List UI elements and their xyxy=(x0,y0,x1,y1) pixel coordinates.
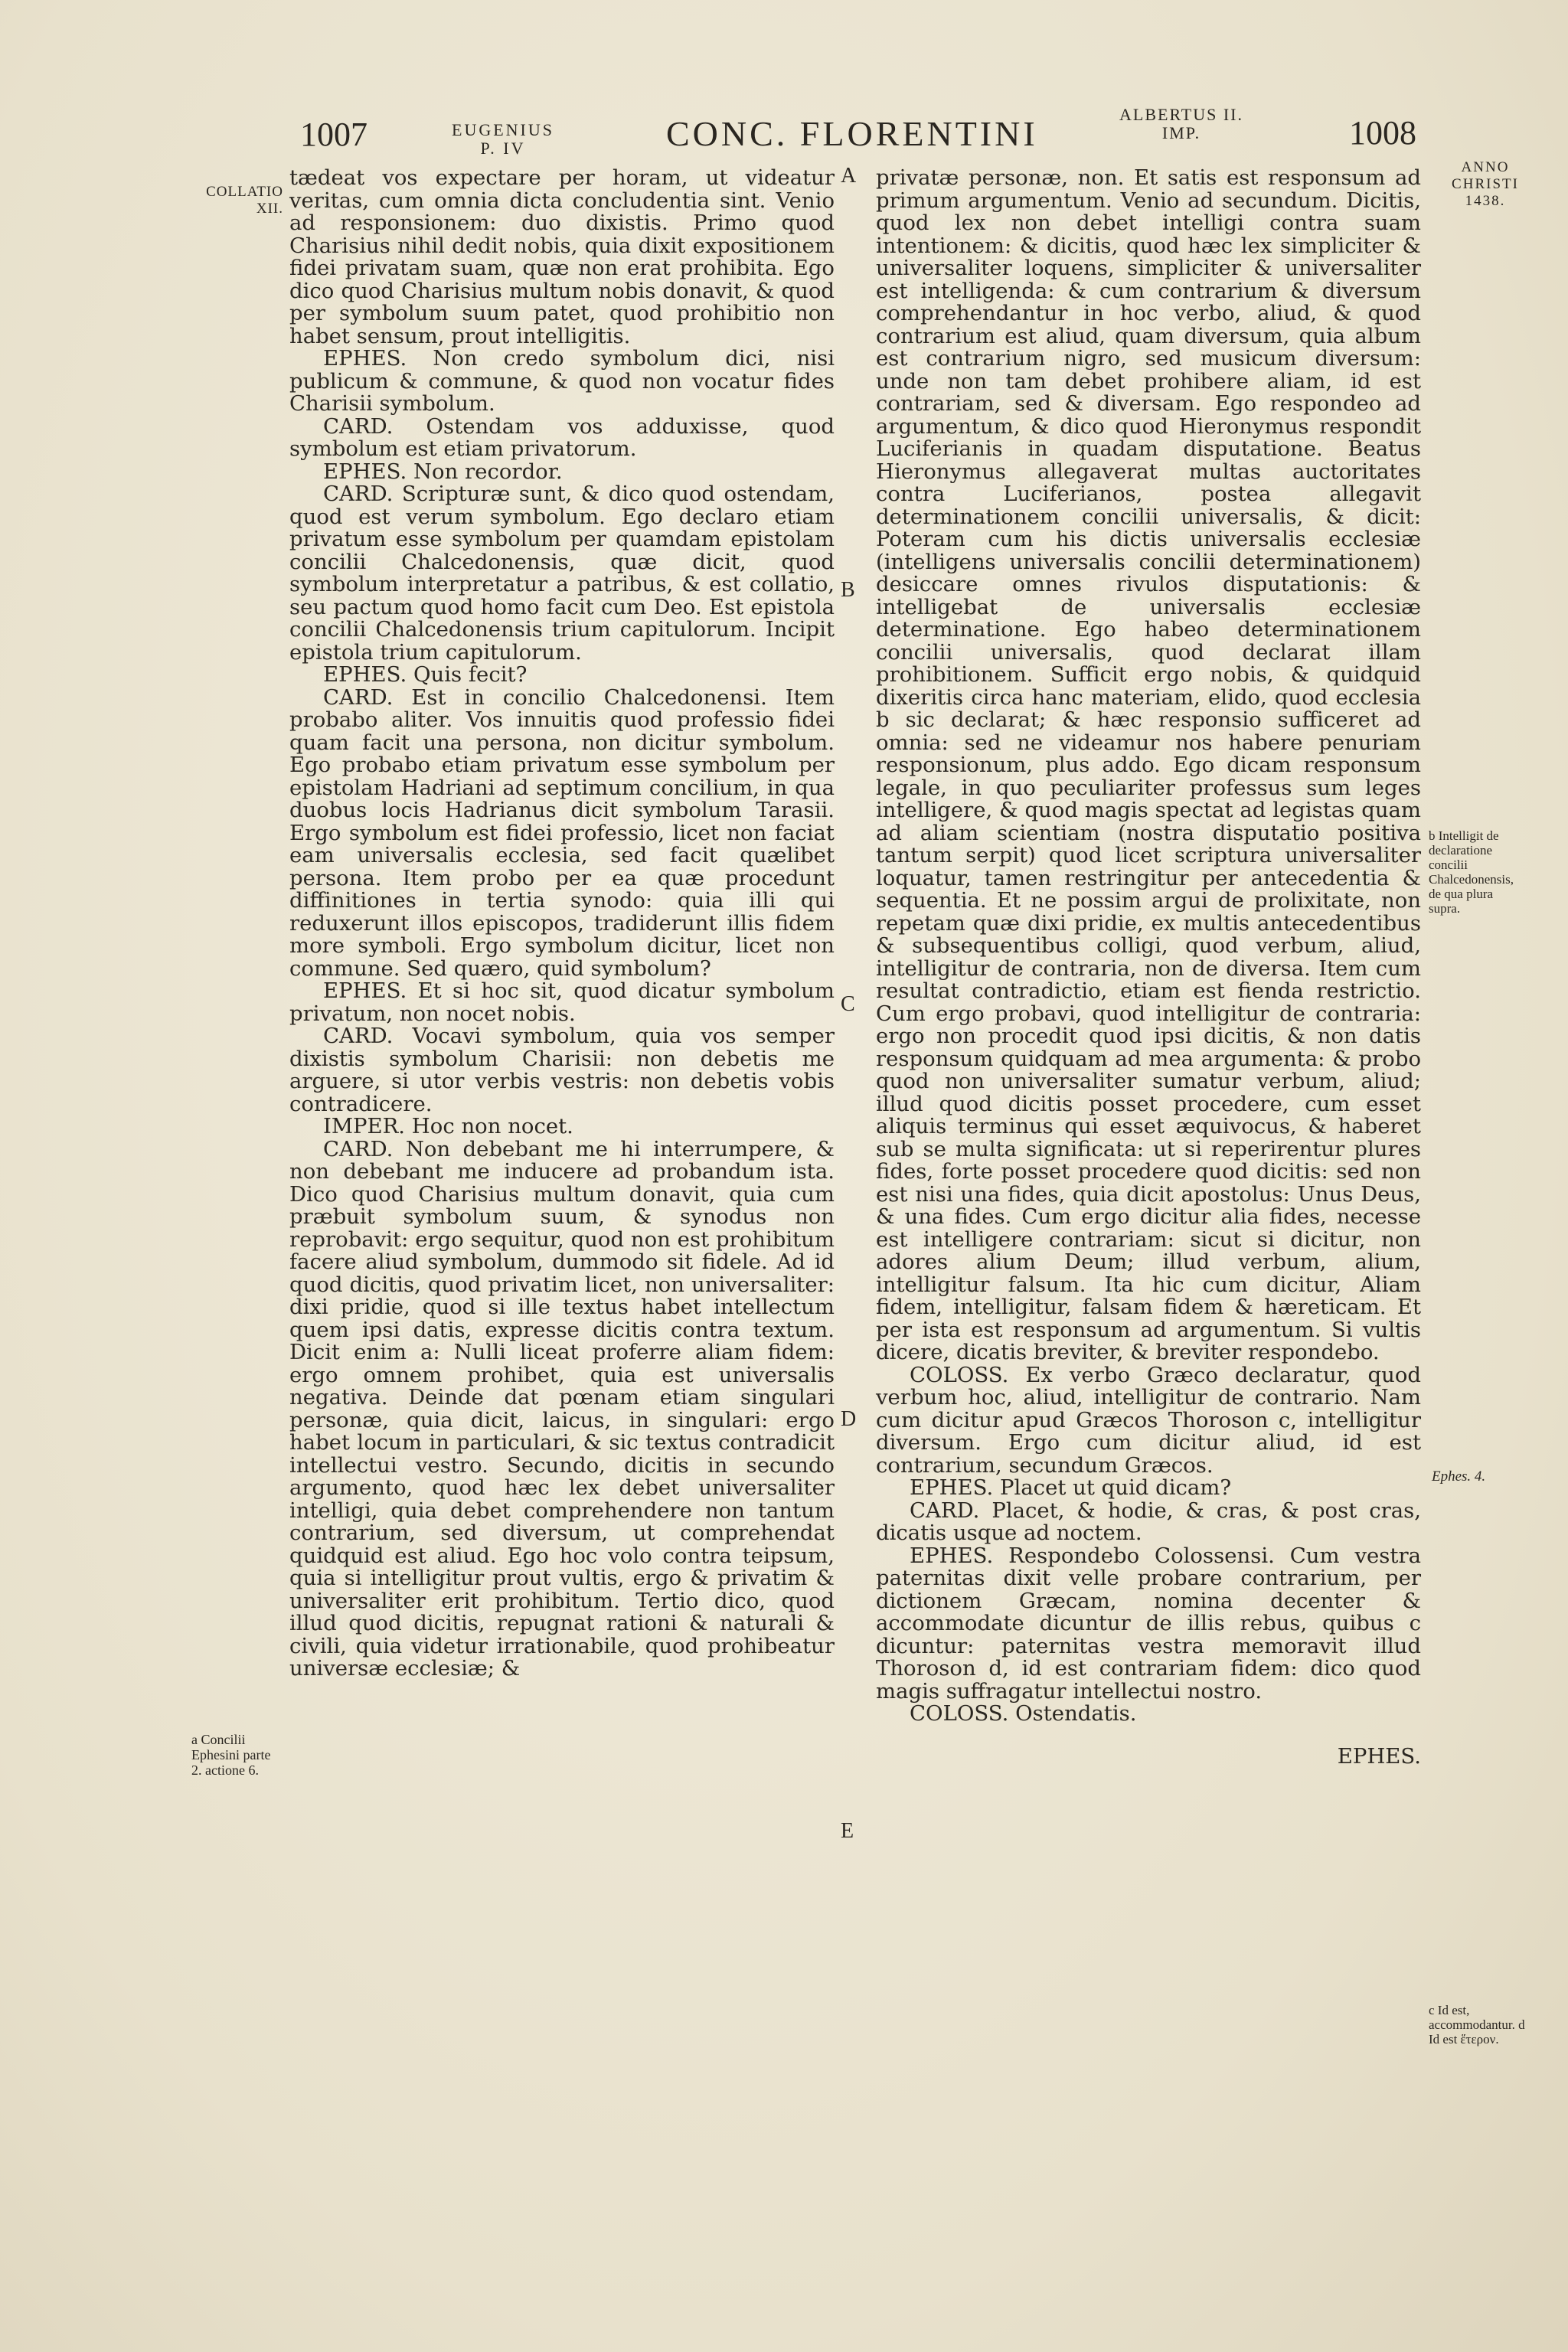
margin-anno-christi: ANNO CHRISTI 1438. xyxy=(1452,159,1519,209)
running-head-pope xyxy=(452,121,554,158)
paragraph: COLOSS. Ostendatis. xyxy=(910,1701,1137,1726)
emperor-name: ALBERTUS II. xyxy=(1119,105,1244,124)
margin-scripture-ref: Ephes. 4. xyxy=(1432,1468,1486,1485)
running-title: CONC. FLORENTINI xyxy=(666,114,1038,153)
section-letter-c: C xyxy=(841,992,855,1016)
paragraph: EPHES. Quis fecit? xyxy=(323,662,528,687)
paragraph: EPHES. Non credo symbolum dici, nisi publicum & commune, & quod non vocatur fides Charisii symbolum. xyxy=(289,346,835,416)
paragraph: CARD. Non debebant me hi interrumpere, & non debebant me inducere ad probandum ista. Dico quod Charisius multum donavit, quia cum præbuit symbolum suum, & synodus non reprobavit: ergo sequitur, quod non est prohibitum facere aliud symbolum, dummodo sit fidele. Ad id quod dicitis, quod privatim licet, non universaliter: dixi pridie, quod si ille textus habet intellectum quem ipsi datis, expresse dicitis contra textum. Dicit enim a: Nulli liceat proferre aliam fidem: ergo omnem prohibet, quia est universalis negativa. Deinde dat pœnam etiam singulari personæ, quia dicit, laicus, in singulari: ergo habet locum in particulari, & sic textus contradicit intellectui vestro. Secundo, dicitis in secundo argumento, quod hæc lex debet universaliter intelligi, quia debet comprehendere non tantum contrarium, sed diversum, ut comprehendat quidquid est aliud. Ego hoc volo contra teipsum, quia si intelligitur prout vultis, ergo & privatim & universaliter erit prohibitum. Tertio dico, quod illud quod dicitis, repugnat rationi & naturali & civili, quia videtur irrationabile, quod prohibeatur universæ ecclesiæ; & xyxy=(289,1136,835,1681)
paragraph: COLOSS. Ex verbo Græco declaratur, quod verbum hoc, aliud, intelligitur de contrario. Nam cum dicitur apud Græcos Thoroson c, intelligitur diversum. Ergo cum dicitur aliud, id est contrarium, secundum Græcos. xyxy=(876,1362,1421,1478)
paragraph: CARD. Vocavi symbolum, quia vos semper dixistis symbolum Charisii: non debetis me arguere, si utor verbis vestris: non debetis vobis contradicere. xyxy=(289,1024,835,1116)
paragraph: EPHES. Respondebo Colossensi. Cum vestra paternitas dixit velle probare contrarium, per dictionem Græcam, nomina decenter & accommodate dicuntur de illis rebus, quibus c dicuntur: paternitas vestra memoravit illud Thoroson d, id est contrariam fidem: dico quod magis suffragatur intellectui nostro. xyxy=(876,1543,1421,1704)
running-head-emperor xyxy=(1119,106,1243,142)
margin-collatio: COLLATIO XII. xyxy=(206,184,283,217)
right-text-column xyxy=(876,167,1421,1768)
paragraph: IMPER. Hoc non nocet. xyxy=(323,1114,573,1138)
paragraph: EPHES. Placet ut quid dicam? xyxy=(910,1475,1232,1500)
section-letter-e: E xyxy=(841,1819,854,1843)
paragraph: privatæ personæ, non. Et satis est responsum ad primum argumentum. Venio ad secundum. Dicitis, quod lex non debet intelligi contra suam intentionem: & dicitis, quod hæc lex simpliciter & universaliter loquens, simpliciter & universaliter est intelligenda: & cum contrarium & diversum comprehendantur in hoc verbo, aliud, & quod contrarium est aliud, quam diversum, quia album est contrarium nigro, sed musicum diversum: unde non tam debet prohibere aliam, id est contrariam, sed & diversam. Ego respondeo ad argumentum, & dico quod Hieronymus respondit Luciferianis in quadam disputatione. Beatus Hieronymus allegaverat multas auctoritates contra Luciferianos, postea allegavit determinationem concilii universalis, & dicit: Poteram cum his dictis universalis ecclesiæ (intelligens universalis concilii determinationem) desiccare omnes rivulos disputationis: & intelligebat de universalis ecclesiæ determinatione. Ego habeo determinationem concilii universalis, quod declarat illam prohibitionem. Sufficit ergo nobis, & quidquid dixeritis circa hanc materiam, elido, quod ecclesia b sic declarat; & hæc responsio sufficeret ad omnia: sed ne videamur nos habere penuriam responsionum, plus addo. Ego dicam responsum legale, in quo peculiariter professus sum leges intelligere, & quod magis spectat ad legistas quam ad aliam scientiam (nostra disputatio positiva tantum serpit) quod licet scriptura universaliter loquatur, tamen restringitur per antecedentia & sequentia. Et ne possim argui de prolixitate, non repetam quæ dixi pridie, ex multis antecedentibus & subsequentibus colligi, quod verbum, aliud, intelligitur de contraria, non de diversa. Item cum resultat contradictio, etiam est fienda restrictio. Cum ergo probavi, quod intelligitur de contraria: ergo non procedit quod ipsi dicitis, & non datis responsum quidquam ad mea argumenta: & probo quod non universaliter sumatur verbum, aliud; illud quod dicitis posset procedere, cum esset aliquis terminus qui esset æquivocus, & haberet sub se multa significata: ut si reperirentur plures fides, forte posset procedere quod dicitis: sed non est nisi una fides, quia dicit apostolus: Unus Deus, & una fides. Cum ergo dicitur alia fides, necesse est intelligere contrariam: sicut si dicitur, non adores alium Deum; illud verbum, alium, intelligitur falsum. Ita hic cum dicitur, Aliam fidem, intelligitur, falsam fidem & hæreticam. Et per ista est responsum ad argumentum. Si vultis dicere, dicatis breviter, & breviter respondebo. xyxy=(876,165,1421,1364)
right-page-number: 1008 xyxy=(1349,114,1416,152)
margin-note-cd: c Id est, accommodantur. d Id est ἕτερον. xyxy=(1429,2003,1525,2047)
section-letter-b: B xyxy=(841,578,855,602)
margin-note-b: b Intelligit de declaratione concilii Chalcedonensis, de qua plura supra. xyxy=(1429,828,1514,916)
emperor-title: IMP. xyxy=(1161,123,1201,142)
left-page-number: 1007 xyxy=(300,116,368,153)
pope-title: P. IV xyxy=(480,139,526,158)
paragraph: CARD. Ostendam vos adduxisse, quod symbolum est etiam privatorum. xyxy=(289,413,835,461)
margin-note-a: a Concilii Ephesini parte 2. actione 6. xyxy=(191,1732,271,1778)
paragraph: EPHES. Et si hoc sit, quod dicatur symbolum privatum, non nocet nobis. xyxy=(289,978,835,1026)
paragraph: EPHES. Non recordor. xyxy=(323,459,563,484)
section-letter-a: A xyxy=(841,164,857,188)
left-text-column xyxy=(289,167,835,1681)
paragraph: tædeat vos expectare per horam, ut videatur veritas, cum omnia dicta concludentia sint. Venio ad responsionem: duo dixistis. Primo quod Charisius nihil dedit nobis, quia dixit expositionem fidei privatam suam, quæ non erat prohibita. Ego dico quod Charisius multum nobis donavit, & quod per symbolum suum patet, quod prohibitio non habet sensum, prout intelligitis. xyxy=(289,165,835,348)
paragraph: CARD. Scripturæ sunt, & dico quod ostendam, quod est verum symbolum. Ego declaro etiam privatum esse symbolum per quamdam epistolam concilii Chalcedonensis, quæ dicit, quod symbolum interpretatur a patribus, & est collatio, seu pactum quod homo facit cum Deo. Est epistola concilii Chalcedonensis trium capitulorum. Incipit epistola trium capitulorum. xyxy=(289,482,835,665)
section-letter-d: D xyxy=(841,1407,857,1431)
paragraph: CARD. Est in concilio Chalcedonensi. Item probabo aliter. Vos innuitis quod professio fidei quam facit una persona, non dicitur symbolum. Ego probabo etiam privatum esse symbolum per epistolam Hadriani ad septimum concilium, in qua duobus locis Hadrianus dicit symbolum Tarasii. Ergo symbolum est fidei professio, licet non faciat eam universalis ecclesia, sed facit quælibet persona. Item probo per ea quæ procedunt diffinitiones in tertia synodo: quia illi qui reduxerunt illos episcopos, tradiderunt illis fidem more symboli. Ergo symbolum dicitur, licet non commune. Sed quæro, quid symbolum? xyxy=(289,684,835,981)
catchword: EPHES. xyxy=(1337,1743,1421,1769)
paragraph: CARD. Placet, & hodie, & cras, & post cras, dicatis usque ad noctem. xyxy=(876,1498,1421,1545)
pope-name: EUGENIUS xyxy=(452,120,554,139)
